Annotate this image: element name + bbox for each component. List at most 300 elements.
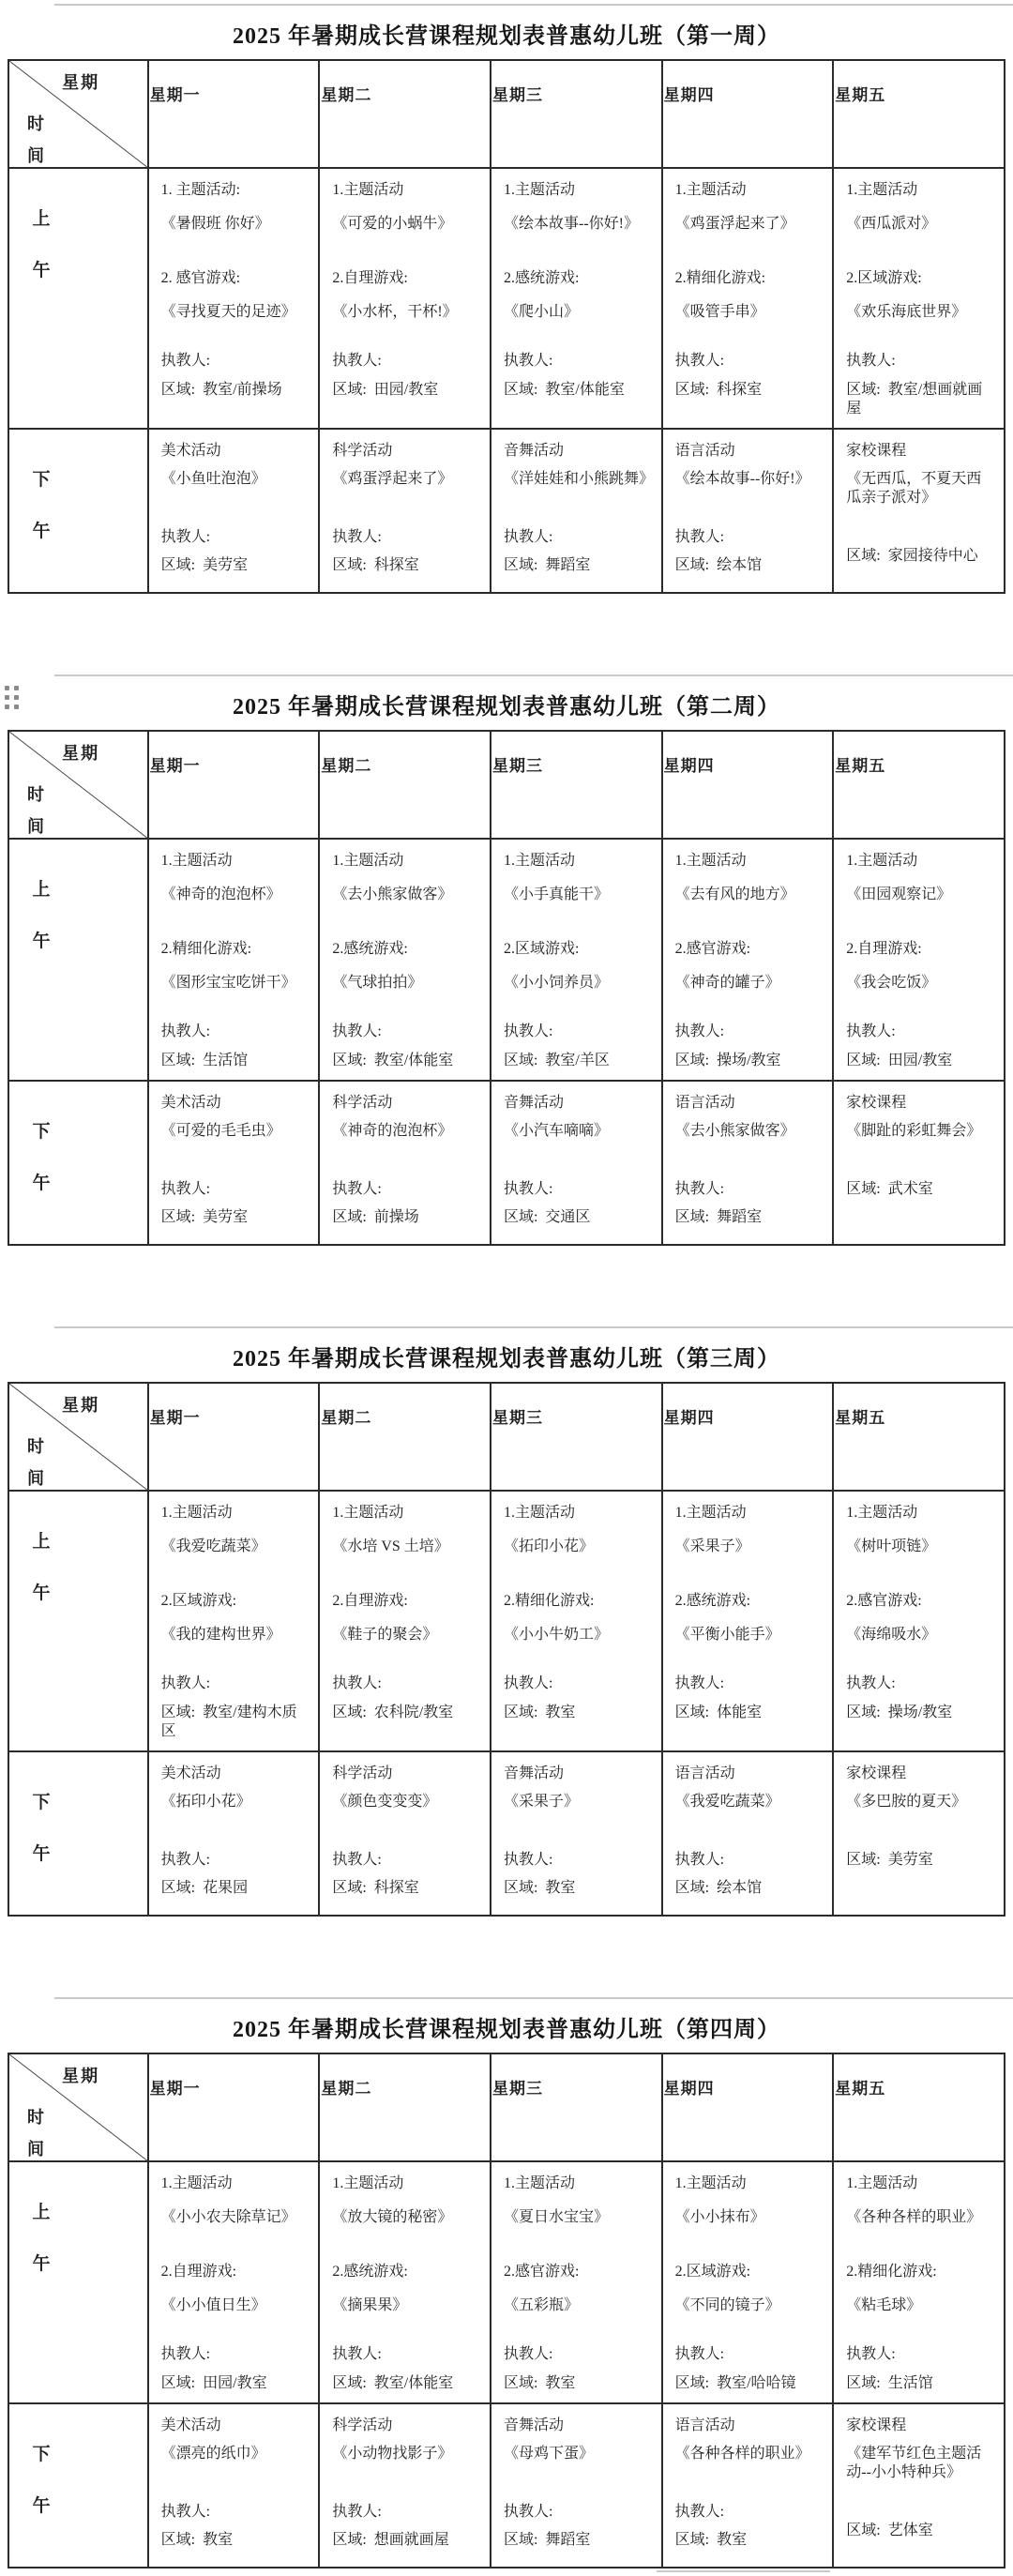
area-label: 区域: 教室/哈哈镜: [674, 2375, 796, 2391]
day-header: 星期四: [662, 731, 834, 839]
schedule-cell: [148, 1081, 320, 1245]
week-title: 2025 年暑期成长营课程规划表普惠幼儿班（第四周）: [233, 2018, 780, 2042]
activity-type: 2.感官游戏:: [846, 1593, 922, 1609]
area-label: 区域: 操场/教室: [674, 1053, 781, 1068]
activity-type: 音舞活动: [503, 1095, 564, 1111]
activity-type: 1.主题活动: [332, 182, 404, 198]
day-header: 星期二: [319, 1383, 491, 1491]
activity-title: 《去小熊家做客》: [674, 1123, 795, 1139]
teacher-label: 执教人:: [160, 1181, 211, 1197]
activity-title: 《拓印小花》: [160, 1794, 251, 1810]
teacher-label: 执教人:: [674, 529, 725, 545]
area-label: 区域: 教室/体能室: [503, 382, 625, 398]
day-header: 星期四: [662, 1383, 834, 1491]
teacher-label: 执教人:: [503, 1852, 553, 1868]
teacher-label: 执教人:: [332, 1675, 382, 1691]
row-label-text: 上午: [32, 1532, 51, 1604]
week-section-3: [0, 1326, 1013, 1917]
schedule-cell: [148, 839, 320, 1081]
schedule-cell: [319, 1751, 491, 1916]
activity-type: 2.感统游戏:: [674, 1593, 751, 1609]
row-label-text: 下午: [32, 1122, 51, 1194]
schedule-cell: [662, 2403, 834, 2568]
activity-type: 1.主题活动: [332, 853, 404, 869]
activity-title: 《吸管手串》: [674, 304, 765, 320]
schedule-cell: [491, 839, 662, 1081]
teacher-label: 执教人:: [332, 2346, 382, 2362]
area-label: 区域: 操场/教室: [846, 1705, 953, 1720]
schedule-cell: [833, 1081, 1005, 1245]
row-label-text: 上午: [32, 209, 51, 281]
activity-title: 《建军节红色主题活动--小小特种兵》: [846, 2446, 982, 2480]
activity-title: 《小小饲养员》: [503, 975, 609, 991]
activity-title: 《无西瓜，不夏天西瓜亲子派对》: [846, 471, 982, 506]
schedule-cell: [833, 1751, 1005, 1916]
activity-type: 1.主题活动: [674, 1505, 747, 1521]
area-label: 区域: 农科院/教室: [332, 1705, 454, 1720]
teacher-label: 执教人:: [332, 529, 382, 545]
activity-title: 《采果子》: [503, 1794, 579, 1810]
row-label-morning: [8, 168, 148, 429]
activity-title: 《绘本故事--你好!》: [503, 216, 639, 232]
activity-title: 《小水杯，干杯!》: [332, 304, 458, 320]
activity-type: 2.自理游戏:: [846, 941, 922, 957]
row-label-text: 下午: [32, 2445, 51, 2517]
corner-week-label: 星期: [62, 1396, 100, 1415]
schedule-cell: [833, 2403, 1005, 2568]
day-header: 星期五: [833, 2053, 1005, 2161]
schedule-cell: [491, 1081, 662, 1245]
corner-cell: [8, 2053, 148, 2161]
schedule-cell: [319, 2403, 491, 2568]
week-title: 2025 年暑期成长营课程规划表普惠幼儿班（第二周）: [233, 695, 780, 720]
activity-type: 2.区域游戏:: [160, 1593, 237, 1609]
activity-title: 《小汽车嘀嘀》: [503, 1123, 609, 1139]
area-label: 区域: 生活馆: [846, 2375, 933, 2391]
area-label: 区域: 田园/教室: [846, 1053, 953, 1068]
schedule-cell: [148, 168, 320, 429]
section-separator: [54, 1326, 1013, 1328]
activity-type: 语言活动: [674, 1765, 735, 1781]
activity-title: 《摘果果》: [332, 2297, 408, 2313]
teacher-label: 执教人:: [503, 2504, 553, 2520]
schedule-cell: [662, 839, 834, 1081]
area-label: 区域: 生活馆: [160, 1053, 249, 1068]
morning-row: [8, 839, 1005, 1081]
activity-type: 1.主题活动: [503, 182, 575, 198]
area-label: 区域: 田园/教室: [160, 2375, 267, 2391]
schedule-page: [0, 17, 1013, 2568]
area-label: 区域: 科探室: [674, 382, 763, 398]
activity-title: 《小动物找影子》: [332, 2446, 453, 2462]
top-separator: [54, 4, 1013, 6]
activity-type: 2.精细化游戏:: [674, 270, 766, 286]
area-label: 区域: 教室/体能室: [332, 2375, 454, 2391]
activity-title: 《水培 VS 土培》: [332, 1538, 449, 1554]
activity-type: 家校课程: [846, 1765, 907, 1781]
week-section-4: [0, 1997, 1013, 2568]
activity-type: 音舞活动: [503, 1765, 564, 1781]
day-header: 星期三: [491, 1383, 662, 1491]
activity-type: 1.主题活动: [160, 2175, 233, 2191]
day-header: 星期二: [319, 60, 491, 168]
day-header: 星期三: [491, 731, 662, 839]
activity-type: 2.区域游戏:: [674, 2264, 751, 2280]
activity-type: 语言活动: [674, 1095, 735, 1111]
activity-type: 2. 感官游戏:: [160, 270, 241, 286]
activity-type: 1.主题活动: [846, 182, 918, 198]
teacher-label: 执教人:: [674, 353, 725, 369]
drag-dot: [5, 686, 9, 690]
teacher-label: 执教人:: [160, 1852, 211, 1868]
week-section-2: [0, 674, 1013, 1246]
activity-type: 科学活动: [332, 443, 393, 459]
corner-cell: [8, 731, 148, 839]
teacher-label: 执教人:: [160, 2346, 211, 2362]
schedule-cell: [491, 1491, 662, 1751]
area-label: 区域: 教室: [503, 2375, 576, 2391]
corner-time-label: 时间: [27, 1437, 44, 1489]
activity-type: 科学活动: [332, 1095, 393, 1111]
area-label: 区域: 舞蹈室: [674, 1209, 763, 1225]
activity-title: 《我的建构世界》: [160, 1627, 281, 1643]
activity-type: 家校课程: [846, 443, 907, 459]
section-separator: [54, 1997, 1013, 1999]
teacher-label: 执教人:: [503, 2346, 553, 2362]
teacher-label: 执教人:: [503, 529, 553, 545]
area-label: 区域: 教室/想画就画屋: [846, 382, 983, 417]
schedule-cell: [662, 1081, 834, 1245]
area-label: 区域: 教室/体能室: [332, 1053, 454, 1068]
teacher-label: 执教人:: [846, 1675, 896, 1691]
activity-type: 美术活动: [160, 1095, 221, 1111]
corner-time-label: 时间: [27, 785, 44, 837]
corner-week-label: 星期: [62, 2067, 100, 2085]
teacher-label: 执教人:: [503, 1675, 553, 1691]
drag-dot: [14, 705, 19, 709]
schedule-cell: [319, 1081, 491, 1245]
activity-title: 《我爱吃蔬菜》: [674, 1794, 780, 1810]
schedule-cell: [319, 168, 491, 429]
day-header: 星期一: [148, 60, 320, 168]
row-label-afternoon: [8, 1751, 148, 1916]
activity-type: 2.感统游戏:: [332, 941, 408, 957]
activity-type: 美术活动: [160, 2417, 221, 2433]
day-header: 星期四: [662, 2053, 834, 2161]
row-label-text: 上午: [32, 880, 51, 952]
activity-type: 1.主题活动: [674, 2175, 747, 2191]
teacher-label: 执教人:: [674, 2346, 725, 2362]
area-label: 区域: 美劳室: [160, 557, 249, 573]
activity-title: 《各种各样的职业》: [674, 2446, 810, 2462]
schedule-cell: [662, 1751, 834, 1916]
activity-type: 1.主题活动: [846, 853, 918, 869]
corner-week-label: 星期: [62, 744, 100, 763]
activity-title: 《颜色变变变》: [332, 1794, 438, 1810]
activity-type: 1.主题活动: [674, 853, 747, 869]
activity-title: 《小鱼吐泡泡》: [160, 471, 266, 487]
activity-type: 2.区域游戏:: [846, 270, 922, 286]
area-label: 区域: 艺体室: [846, 2523, 933, 2538]
activity-title: 《可爱的小蜗牛》: [332, 216, 453, 232]
activity-title: 《我会吃饭》: [846, 975, 937, 991]
schedule-cell: [833, 1491, 1005, 1751]
area-label: 区域: 美劳室: [846, 1852, 933, 1868]
activity-type: 音舞活动: [503, 443, 564, 459]
area-label: 区域: 教室: [503, 1880, 576, 1896]
activity-type: 2.精细化游戏:: [503, 1593, 595, 1609]
teacher-label: 执教人:: [503, 1181, 553, 1197]
activity-title: 《漂亮的纸巾》: [160, 2446, 266, 2462]
teacher-label: 执教人:: [674, 2504, 725, 2520]
header-row: [8, 731, 1005, 839]
row-label-afternoon: [8, 2403, 148, 2568]
row-label-morning: [8, 2161, 148, 2403]
drag-handle-icon[interactable]: [5, 686, 19, 709]
area-label: 区域: 绘本馆: [674, 557, 763, 573]
activity-type: 1.主题活动: [846, 1505, 918, 1521]
schedule-cell: [319, 839, 491, 1081]
activity-type: 美术活动: [160, 443, 221, 459]
corner-cell: [8, 60, 148, 168]
activity-type: 语言活动: [674, 443, 735, 459]
area-label: 区域: 舞蹈室: [503, 557, 591, 573]
day-header: 星期一: [148, 731, 320, 839]
area-label: 区域: 教室/羊区: [503, 1053, 610, 1068]
teacher-label: 执教人:: [332, 353, 382, 369]
teacher-label: 执教人:: [160, 1023, 211, 1039]
activity-type: 家校课程: [846, 2417, 907, 2433]
area-label: 区域: 家园接待中心: [846, 548, 978, 564]
schedule-cell: [148, 2161, 320, 2403]
activity-type: 2.自理游戏:: [332, 270, 408, 286]
schedule-cell: [319, 2161, 491, 2403]
schedule-cell: [319, 1491, 491, 1751]
teacher-label: 执教人:: [503, 1023, 553, 1039]
teacher-label: 执教人:: [160, 1675, 211, 1691]
activity-title: 《脚趾的彩虹舞会》: [846, 1123, 982, 1139]
day-header: 星期三: [491, 60, 662, 168]
activity-title: 《神奇的泡泡杯》: [160, 886, 281, 902]
activity-title: 《暑假班 你好》: [160, 216, 270, 232]
activity-title: 《寻找夏天的足迹》: [160, 304, 296, 320]
schedule-cell: [662, 1491, 834, 1751]
activity-type: 家校课程: [846, 1095, 907, 1111]
schedule-cell: [662, 429, 834, 593]
drag-dot: [14, 695, 19, 700]
area-label: 区域: 教室: [674, 2532, 748, 2548]
activity-title: 《树叶项链》: [846, 1538, 937, 1554]
activity-title: 《各种各样的职业》: [846, 2209, 982, 2225]
schedule-cell: [148, 429, 320, 593]
activity-type: 2.精细化游戏:: [160, 941, 252, 957]
activity-title: 《去有风的地方》: [674, 886, 795, 902]
activity-title: 《可爱的毛毛虫》: [160, 1123, 281, 1139]
week-title: 2025 年暑期成长营课程规划表普惠幼儿班（第三周）: [233, 1347, 780, 1371]
teacher-label: 执教人:: [846, 1023, 896, 1039]
day-header: 星期一: [148, 1383, 320, 1491]
schedule-cell: [148, 2403, 320, 2568]
activity-type: 2.精细化游戏:: [846, 2264, 937, 2280]
area-label: 区域: 田园/教室: [332, 382, 439, 398]
activity-type: 1.主题活动: [674, 182, 747, 198]
activity-title: 《鸡蛋浮起来了》: [332, 471, 453, 487]
activity-title: 《不同的镜子》: [674, 2297, 780, 2313]
activity-type: 语言活动: [674, 2417, 735, 2433]
teacher-label: 执教人:: [846, 2346, 896, 2362]
schedule-cell: [319, 429, 491, 593]
activity-title: 《小小牛奶工》: [503, 1627, 609, 1643]
schedule-cell: [833, 2161, 1005, 2403]
header-row: [8, 1383, 1005, 1491]
teacher-label: 执教人:: [332, 1181, 382, 1197]
row-label-text: 下午: [32, 470, 51, 542]
activity-title: 《欢乐海底世界》: [846, 304, 967, 320]
activity-type: 2.感官游戏:: [503, 2264, 580, 2280]
row-label-text: 下午: [32, 1793, 51, 1865]
activity-title: 《我爱吃蔬菜》: [160, 1538, 266, 1554]
activity-type: 1.主题活动: [503, 853, 575, 869]
week-section-1: [0, 17, 1013, 594]
activity-title: 《气球拍拍》: [332, 975, 423, 991]
day-header: 星期五: [833, 1383, 1005, 1491]
activity-title: 《绘本故事--你好!》: [674, 471, 810, 487]
area-label: 区域: 教室/前操场: [160, 382, 282, 398]
activity-type: 2.感官游戏:: [674, 941, 751, 957]
day-header: 星期二: [319, 731, 491, 839]
day-header: 星期五: [833, 731, 1005, 839]
teacher-label: 执教人:: [846, 353, 896, 369]
bottom-edge-line: [657, 2570, 830, 2572]
schedule-cell: [833, 429, 1005, 593]
activity-title: 《鸡蛋浮起来了》: [674, 216, 795, 232]
week-title: 2025 年暑期成长营课程规划表普惠幼儿班（第一周）: [233, 24, 780, 49]
day-header: 星期二: [319, 2053, 491, 2161]
area-label: 区域: 想画就画屋: [332, 2532, 449, 2548]
day-header: 星期五: [833, 60, 1005, 168]
teacher-label: 执教人:: [674, 1023, 725, 1039]
activity-type: 2.自理游戏:: [160, 2264, 237, 2280]
afternoon-row: [8, 1081, 1005, 1245]
activity-type: 1.主题活动: [160, 1505, 233, 1521]
teacher-label: 执教人:: [332, 1852, 382, 1868]
schedule-cell: [148, 1491, 320, 1751]
activity-title: 《小小值日生》: [160, 2297, 266, 2313]
teacher-label: 执教人:: [160, 353, 211, 369]
activity-title: 《小手真能干》: [503, 886, 609, 902]
activity-title: 《神奇的罐子》: [674, 975, 780, 991]
activity-type: 2.区域游戏:: [503, 941, 580, 957]
area-label: 区域: 花果园: [160, 1880, 249, 1896]
area-label: 区域: 交通区: [503, 1209, 591, 1225]
schedule-cell: [491, 1751, 662, 1916]
activity-type: 2.感统游戏:: [503, 270, 580, 286]
activity-type: 1.主题活动: [503, 2175, 575, 2191]
morning-row: [8, 168, 1005, 429]
activity-type: 2.感统游戏:: [332, 2264, 408, 2280]
teacher-label: 执教人:: [503, 353, 553, 369]
row-label-morning: [8, 1491, 148, 1751]
activity-type: 1.主题活动: [332, 1505, 404, 1521]
section-separator: [54, 674, 1013, 676]
header-row: [8, 2053, 1005, 2161]
activity-title: 《鞋子的聚会》: [332, 1627, 438, 1643]
drag-dot: [5, 705, 9, 709]
activity-title: 《海绵吸水》: [846, 1627, 937, 1643]
teacher-label: 执教人:: [674, 1675, 725, 1691]
schedule-table: [8, 730, 1005, 1246]
activity-title: 《五彩瓶》: [503, 2297, 579, 2313]
area-label: 区域: 前操场: [332, 1209, 419, 1225]
activity-type: 科学活动: [332, 1765, 393, 1781]
teacher-label: 执教人:: [160, 2504, 211, 2520]
activity-title: 《小小抹布》: [674, 2209, 765, 2225]
activity-type: 2.自理游戏:: [332, 1593, 408, 1609]
activity-type: 1.主题活动: [160, 853, 233, 869]
activity-title: 《多巴胺的夏天》: [846, 1794, 967, 1810]
corner-week-label: 星期: [62, 73, 100, 92]
teacher-label: 执教人:: [332, 2504, 382, 2520]
activity-type: 1.主题活动: [846, 2175, 918, 2191]
schedule-table: [8, 59, 1005, 594]
activity-title: 《小小农夫除草记》: [160, 2209, 296, 2225]
activity-type: 1.主题活动: [332, 2175, 404, 2191]
activity-title: 《神奇的泡泡杯》: [332, 1123, 453, 1139]
activity-title: 《采果子》: [674, 1538, 750, 1554]
schedule-cell: [491, 2403, 662, 2568]
activity-title: 《夏日水宝宝》: [503, 2209, 609, 2225]
schedule-table: [8, 2053, 1005, 2568]
schedule-cell: [491, 429, 662, 593]
schedule-cell: [662, 2161, 834, 2403]
afternoon-row: [8, 1751, 1005, 1916]
afternoon-row: [8, 429, 1005, 593]
teacher-label: 执教人:: [160, 529, 211, 545]
activity-type: 美术活动: [160, 1765, 221, 1781]
activity-title: 《母鸡下蛋》: [503, 2446, 594, 2462]
activity-type: 1.主题活动: [503, 1505, 575, 1521]
activity-title: 《西瓜派对》: [846, 216, 937, 232]
morning-row: [8, 2161, 1005, 2403]
day-header: 星期三: [491, 2053, 662, 2161]
schedule-cell: [491, 168, 662, 429]
area-label: 区域: 科探室: [332, 557, 419, 573]
schedule-cell: [491, 2161, 662, 2403]
schedule-cell: [148, 1751, 320, 1916]
area-label: 区域: 教室: [503, 1705, 576, 1720]
area-label: 区域: 绘本馆: [674, 1880, 763, 1896]
activity-title: 《图形宝宝吃饼干》: [160, 975, 296, 991]
corner-cell: [8, 1383, 148, 1491]
row-label-afternoon: [8, 1081, 148, 1245]
morning-row: [8, 1491, 1005, 1751]
activity-title: 《粘毛球》: [846, 2297, 922, 2313]
area-label: 区域: 教室: [160, 2532, 234, 2548]
header-row: [8, 60, 1005, 168]
corner-time-label: 时间: [27, 114, 44, 166]
activity-type: 科学活动: [332, 2417, 393, 2433]
activity-type: 音舞活动: [503, 2417, 564, 2433]
drag-dot: [14, 686, 19, 690]
activity-title: 《洋娃娃和小熊跳舞》: [503, 471, 654, 487]
activity-title: 《拓印小花》: [503, 1538, 594, 1554]
area-label: 区域: 武术室: [846, 1181, 933, 1197]
day-header: 星期四: [662, 60, 834, 168]
day-header: 星期一: [148, 2053, 320, 2161]
activity-title: 《田园观察记》: [846, 886, 952, 902]
area-label: 区域: 体能室: [674, 1705, 763, 1720]
activity-title: 《去小熊家做客》: [332, 886, 453, 902]
